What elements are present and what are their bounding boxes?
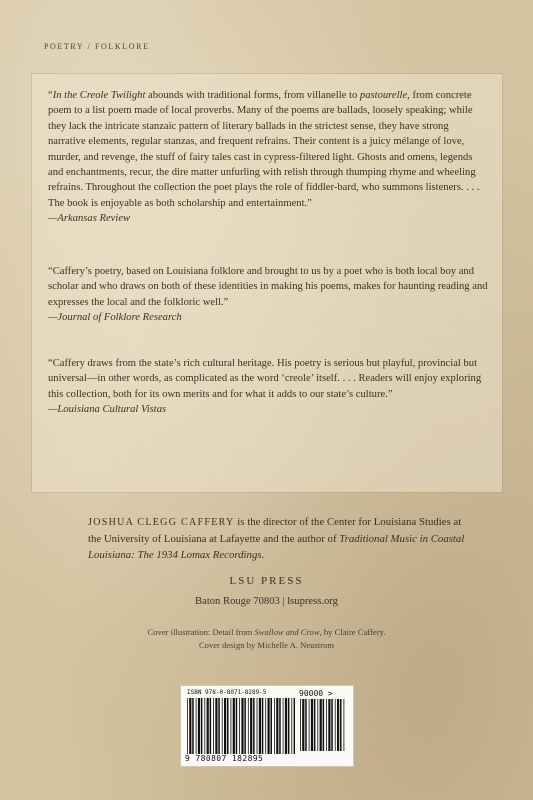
- barcode-bar: [335, 699, 336, 751]
- barcode-bar: [198, 698, 200, 754]
- barcode-bar: [311, 699, 313, 751]
- barcode-bar: [213, 698, 214, 754]
- publisher-name: LSU PRESS: [229, 575, 304, 587]
- barcode-bar: [262, 698, 264, 754]
- barcode-bar: [201, 698, 203, 754]
- barcode-bar: [268, 698, 270, 754]
- barcode-bar: [231, 698, 232, 754]
- barcode-bar: [192, 698, 194, 754]
- barcode-bar: [189, 698, 191, 754]
- design-credit: Cover design by Michelle A. Neustrom: [198, 640, 335, 650]
- barcode-bar: [320, 699, 322, 751]
- illustration-credit: Cover illustration: Detail from Swallow and Crow, by Claire Caffery.: [147, 627, 386, 637]
- barcode-bar: [283, 698, 284, 754]
- barcode-bar: [257, 698, 258, 754]
- barcode-bar: [326, 699, 327, 751]
- ean-digits: 9 780807 182895: [185, 754, 264, 763]
- review-source: —Louisiana Cultural Vistas: [48, 404, 167, 416]
- barcode-bar: [224, 698, 226, 754]
- review-text: “In the Creole Twilight abounds with traditional forms, from villanelle to pastourelle, from concrete poem to a list poem made of local proverbs. Many of the poems are ballads, loosely speaking; while they lack the intricate stanzaic pattern of literary ballads in the strictest sense, they have strong narrative elements, regular stanzas, and frequent refrains. Their content is a juicy mélange of love, murder, and revenge, the stuff of fairy tales cast in cypress-filtered light. Ghosts and omens, legends and enchantments, recur, the dire matter unfurling with relish through thumping rhyme and wheeling refrains. Throughout the collection the poet plays the role of fiddler-bard, who summons listeners. . . . The book is enjoyable as both scholarship and entertainment.”: [48, 90, 480, 209]
- isbn-barcode: [180, 685, 354, 767]
- barcode-bar: [300, 699, 301, 751]
- barcode-bar: [233, 698, 235, 754]
- barcode-bar: [276, 698, 278, 754]
- barcode-bar: [196, 698, 197, 754]
- review-text: “Caffery draws from the state’s rich cultural heritage. His poetry is serious but playful, provincial but universal—in other words, as complicated as the word ‘creole’ itself. . . . Readers will enjoy exploring this collection, both for its own merits and for what it adds to our state’s culture.”: [48, 358, 482, 400]
- review-text: “Caffery’s poetry, based on Louisiana folklore and brought to us by a poet who is both local boy and scholar and who draws on both of these identities in making his poems, makes for haunting reading and expresses the local and the folkloric well.”: [48, 266, 488, 308]
- barcode-bar: [323, 699, 325, 751]
- barcode-bar: [236, 698, 238, 754]
- barcode-bar: [271, 698, 273, 754]
- review-blurb-cultural-vistas: [48, 356, 488, 418]
- review-source: —Arkansas Review: [48, 213, 131, 225]
- barcode-bar: [218, 698, 220, 754]
- barcode-bar: [204, 698, 205, 754]
- barcode-bar: [244, 698, 246, 754]
- barcode-bar: [285, 698, 287, 754]
- book-title: In the Creole Twilight: [52, 90, 146, 101]
- price-code: 90000 >: [299, 689, 333, 698]
- barcode-bar: [305, 699, 307, 751]
- barcode-bar: [302, 699, 304, 751]
- barcode-bar: [331, 699, 333, 751]
- barcode-bar: [328, 699, 330, 751]
- barcode-bar: [309, 699, 310, 751]
- barcode-bar: [317, 699, 318, 751]
- category-label: POETRY / FOLKLORE: [44, 42, 150, 51]
- barcode-bar: [227, 698, 229, 754]
- barcode-bar: [279, 698, 281, 754]
- barcode-bar: [314, 699, 316, 751]
- barcode-bar: [253, 698, 255, 754]
- barcode-bar: [187, 698, 188, 754]
- term-pastourelle: pastourelle: [359, 90, 408, 101]
- review-blurb-folklore-research: [48, 264, 488, 326]
- barcode-bar: [210, 698, 212, 754]
- barcode-bar: [274, 698, 275, 754]
- publisher-address: Baton Rouge 70803 | lsupress.org: [195, 596, 338, 607]
- author-name: JOSHUA CLEGG CAFFERY: [88, 517, 235, 528]
- barcode-bar: [250, 698, 252, 754]
- barcode-bar: [340, 699, 342, 751]
- cover-credits: [0, 626, 533, 652]
- barcode-bar: [207, 698, 209, 754]
- author-bio: JOSHUA CLEGG CAFFERY is the director of the Center for Louisiana Studies at the University of Louisiana at Lafayette and the author of Traditional Music in Coastal Louisiana: The 1934 Lomax Recordings.: [88, 516, 465, 561]
- barcode-bar: [248, 698, 249, 754]
- barcode-bars: [187, 698, 295, 754]
- barcode-bar: [239, 698, 240, 754]
- barcode-bar: [215, 698, 217, 754]
- review-source: —Journal of Folklore Research: [48, 312, 182, 324]
- barcode-bar: [265, 698, 266, 754]
- barcode-bar: [222, 698, 223, 754]
- author-book-title: Traditional Music in Coastal Louisiana: The 1934 Lomax Recordings: [88, 533, 465, 561]
- price-barcode-bars: [300, 699, 346, 751]
- barcode-bar: [259, 698, 261, 754]
- review-blurb-arkansas: [48, 88, 488, 227]
- isbn-label: ISBN 978-0-8071-8289-5: [187, 689, 267, 696]
- barcode-bar: [291, 698, 292, 754]
- barcode-bar: [288, 698, 290, 754]
- barcode-bar: [337, 699, 339, 751]
- barcode-bar: [294, 698, 295, 754]
- barcode-bar: [241, 698, 243, 754]
- barcode-bar: [344, 699, 345, 751]
